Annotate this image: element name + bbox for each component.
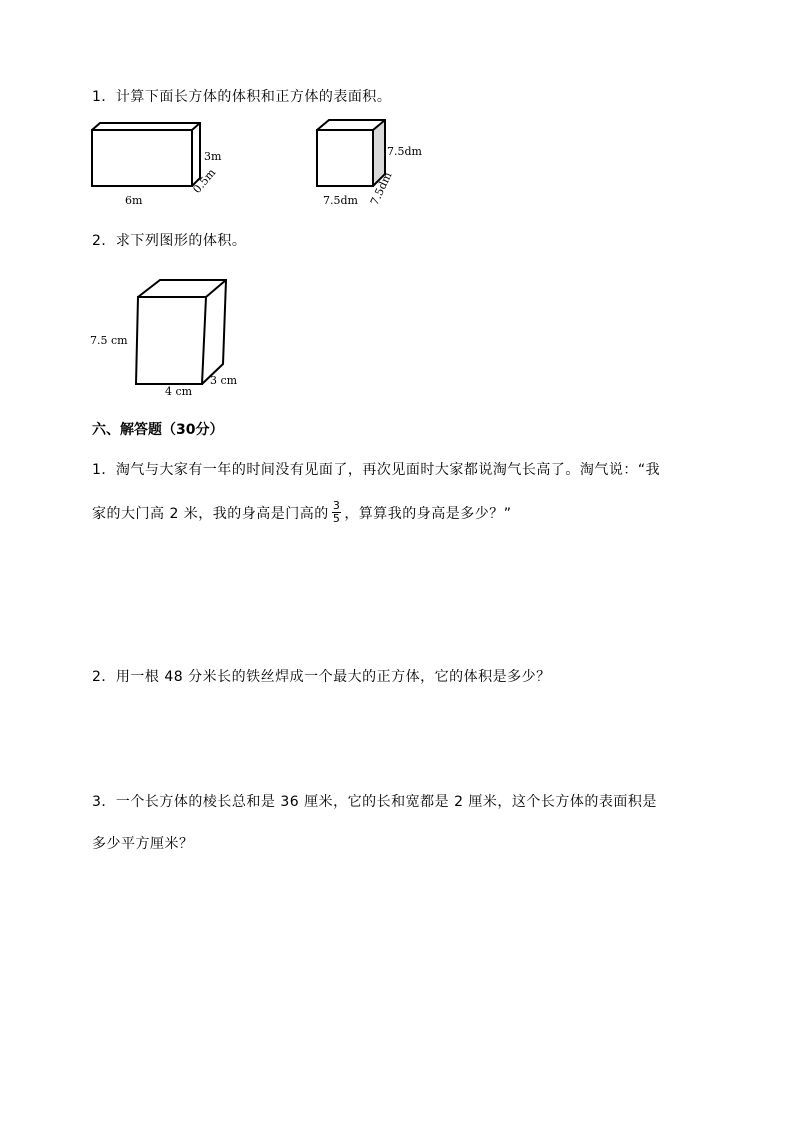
question-2-volume: 2．求下列图形的体积。 bbox=[92, 233, 247, 249]
cuboid-height-label: 3m bbox=[204, 150, 222, 163]
cuboid-back-edges bbox=[92, 123, 200, 186]
cuboid-top-edge bbox=[192, 123, 200, 130]
prism-front-face bbox=[136, 297, 206, 384]
prism-length-label: 4 cm bbox=[165, 385, 193, 398]
prism-figure bbox=[88, 272, 258, 387]
answer-question-3-line-2: 多少平方厘米？ bbox=[92, 836, 194, 852]
answer-question-1-line-1: 1．淘气与大家有一年的时间没有见面了，再次见面时大家都说淘气长高了。淘气说：“我 bbox=[92, 462, 661, 478]
prism-width-label: 3 cm bbox=[210, 374, 238, 387]
question-1-calc: 1．计算下面长方体的体积和正方体的表面积。 bbox=[92, 89, 392, 105]
answer-question-1-text-after: ，算算我的身高是多少？” bbox=[344, 506, 512, 522]
cube-depth-label: 7.5dm bbox=[367, 170, 395, 208]
fraction-numerator: 3 bbox=[332, 498, 341, 512]
cuboid-front-face bbox=[92, 130, 192, 186]
cuboid-length-label: 6m bbox=[125, 194, 143, 207]
cube-front-face bbox=[317, 130, 373, 186]
cuboid-figure bbox=[80, 118, 240, 213]
cuboid-width-label: 0.5m bbox=[190, 166, 219, 196]
cube-width-label: 7.5dm bbox=[323, 194, 358, 207]
section-heading: 六、解答题（30分） bbox=[92, 422, 224, 438]
answer-question-2: 2．用一根 48 分米长的铁丝焊成一个最大的正方体，它的体积是多少？ bbox=[92, 669, 551, 685]
cube-height-label: 7.5dm bbox=[387, 145, 422, 158]
fraction-denominator: 5 bbox=[332, 511, 341, 525]
cube-figure bbox=[305, 110, 445, 215]
answer-question-3-line-1: 3．一个长方体的棱长总和是 36 厘米，它的长和宽都是 2 厘米，这个长方体的表面积是 bbox=[92, 794, 657, 810]
fraction-three-fifths bbox=[332, 500, 342, 525]
answer-question-1-line-2 bbox=[92, 500, 512, 528]
prism-height-label: 7.5 cm bbox=[90, 334, 128, 347]
prism-back-edges bbox=[138, 280, 226, 384]
prism-top-edge bbox=[206, 280, 226, 297]
answer-question-1-text-before: 家的大门高 2 米，我的身高是门高的 bbox=[92, 506, 329, 522]
